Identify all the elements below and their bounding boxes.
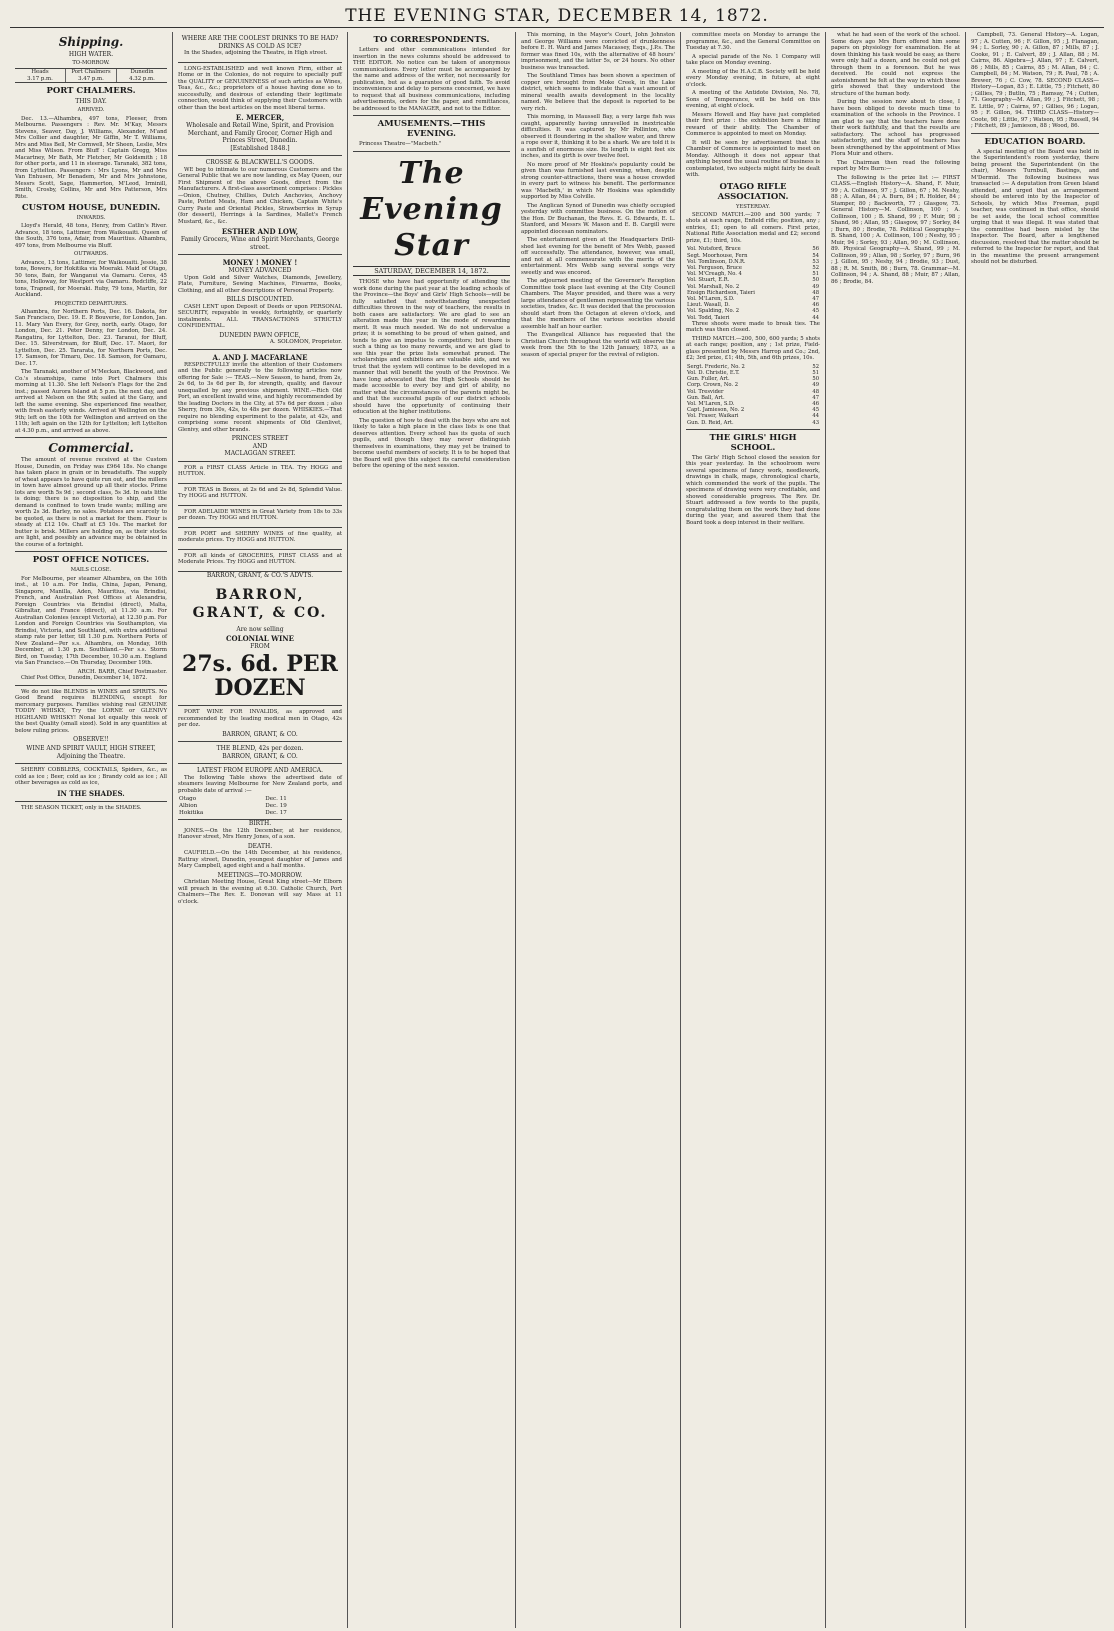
shooter-total: 52 [812,363,819,370]
inwards-label: INWARDS. [76,215,106,222]
tide-cell [15,69,66,82]
correspondents-heading: TO CORRESPONDENTS. [373,35,490,45]
shooter-name: Vol. Marshall, No. 2 [687,283,740,290]
shooter-name: Vol. Spalding, No. 2 [687,308,740,315]
news-paragraph: The Evangelical Alliance has requested that the Christian Church throughout the world will observe the week from the 5th to the 12th January, 1873, as a season of special prayer for the revival of religion. [521,332,675,358]
table-row [178,803,342,810]
birth-text: JONES.—On the 12th December, at her residence, Hanover street, Mrs Henry Jones, of a son. [178,827,342,841]
hutton-ad-text: FOR ADELAIDE WINES in Great Variety from 18s to 33s per dozen. Try HOGG and HUTTON. [178,508,342,521]
shooter-total: 44 [812,413,819,420]
post-text: For Melbourne, per steamer Alhambra, on the 16th inst., at 10 a.m. For India, China, Japan, Penang, Singapore, Manilla, Aden, Mauritius, via Brindisi, French, and Australian Post Offices at Alexandria, Foreign Countries via Brindisi (direct), Malta, Gibraltar, and France (direct), at 11.30 a.m. For Australian Colonies (except Victoria), at 12.30 p.m. For London and Foreign Countries via Southampton, via Brindisi, Victoria, and Southland, with extra additional stamp rate per letter, till 1.30 p.m. Northern Ports of New Zealand—Per s.s. Alhambra, on Monday, 16th December, at 1.30 p.m. Southland.—Per s.s. Storm Bird, on Tuesday, 17th December, 10.30 a.m. England via San Francisco.—On Thursday, December 19th. [15,575,167,667]
tomorrow-label: TO-MORROW. [72,60,110,66]
shipping-heading: Shipping. [58,35,124,49]
table-row [686,420,820,426]
pawn-signature: A. SOLOMON, Proprietor. [269,339,342,345]
latest-heading: LATEST FROM EUROPE AND AMERICA. [196,767,324,774]
coolest-drinks-ad [178,32,342,63]
port-wine-ad [178,706,342,742]
crosse-heading: CROSSE & BLACKWELL'S GOODS. [205,159,315,166]
divider [353,115,510,116]
shooter-name: Gun. Fuller, Art. [687,376,730,383]
table-row [178,796,342,803]
colonial-wine: COLONIAL WINE [225,633,295,643]
bills-heading: BILLS DISCOUNTED. [226,296,294,303]
column-1 [10,32,173,1628]
shooter-total: 53 [812,258,819,265]
shooter-total: 47 [812,394,819,401]
news-paragraph: A special parade of the No. 1 Company will take place on Monday evening. [686,53,820,66]
columns [10,32,1104,1628]
this-day-label: THIS DAY. [75,98,107,106]
mails-close-label: MAILS CLOSE. [70,567,112,574]
blend-text: THE BLEND, 42s per dozen. [216,745,304,752]
tide-time: 3.17 p.m. [27,75,53,82]
news-paragraph: It will be seen by advertisement that the Chamber of Commerce is appointed to meet on Monday. Although it does not appear that anything beyond the usual routine of business is contemplated, two subjects might fairly be dealt with. [686,139,820,178]
hutton-ad [178,528,342,550]
princes-street: PRINCES STREET [231,435,289,442]
tide-time: 4.32 p.m. [129,75,155,82]
bgc-signature: BARRON, GRANT, & CO. [222,752,298,760]
score-table [686,364,820,426]
third-match-text: THIRD MATCH.—200, 500, 600 yards; 5 shots at each range; position, any ; 1st prize, Field-glass presented by Messrs Harrop and Co.; 2nd, £2; 3rd prize, £1; 4th, 5th, and 6th prizes, 10s. [686,335,820,362]
hutton-ad-text: FOR TEAS in Boxes, at 2s 6d and 2s 8d, Splendid Value. Try HOGG and HUTTON. [178,486,342,499]
shooter-name: Ensign Richardson, Taieri [687,289,755,296]
steamer-date: Dec. 11 [265,796,287,802]
pawn-office-ad [178,255,342,350]
shooter-name: Vol. Ferguson, Bruce [687,264,742,271]
tide-place: Heads [31,69,49,76]
hutton-ad [178,550,342,572]
divider [15,763,167,764]
shooter-name: Vol. M'Laren, S.D. [687,295,735,302]
shooter-total: 46 [812,400,819,407]
news-paragraph: The Anglican Synod of Dunedin was chiefly occupied yesterday with committee business. On the motion of the Hon. Dr Buchanan, the Revs. E. G. Edwards, E. L. Stanford, and Messrs W. Mason and E. B. Cargill were appointed diocesan nominators. [521,202,675,235]
money-text: Upon Gold and Silver Watches, Diamonds, Jewellery, Plate, Furniture, Sewing Machines, Firearms, Books, Clothing, and all other descriptions of Personal Property. [178,274,342,294]
shooter-total: 51 [812,271,819,278]
shooter-total: 54 [812,252,819,259]
yesterday-label: YESTERDAY. [735,203,770,210]
shooter-name: Vol. Nutsford, Bruce [687,246,741,253]
pawn-office-name: DUNEDIN PAWN OFFICE, [219,331,301,339]
commercial-text: The amount of revenue received at the Custom House, Dunedin, on Friday was £964 18s. No change has taken place in grain or in breadstuffs. The supply of wheat appears to have quite run out, and the millers in town have almost ground up all their stocks. Prime lots are worth 5s 9d ; second class, 5s 3d. In oats little is doing; there is no disposition to ship, and the demand is confined to town trade wants; milling are worth 2s 3d. Barley, no sales. Potatoes are scarcely to be quoted, as there is not a market for them. Flour is steady at £12 10s. Chaff at £5 10s. The market for butter is brisk. Millers are holding on, as their stocks are light, and possibly an advance may be obtained in the course of a fortnight. [15,457,167,548]
table-row [178,810,342,817]
high-water-heading: HIGH WATER. [68,51,114,58]
news-paragraph: Messrs Howell and Hay have just completed their first prize : the exhibition here a fitting reward of their ability. The Chamber of Commerce is appointed to meet on Monday. [686,111,820,137]
shooter-total: 50 [812,277,819,284]
shooter-total: 50 [812,376,819,383]
and-label: AND [252,442,268,450]
news-paragraph: This morning, in the Mayor's Court, John Johnston and George Williams were convicted of drunkenness before E. H. Ward and James Macassey, Esqs., J.P.s. The former was fined 10s, with the alternative of 48 hours' imprisonment, and the latter 5s, or 24 hours. No other business was transacted. [521,32,675,71]
girls-high-text: The Girls' High School closed the session for this year yesterday. In the schoolroom were several specimens of fancy work, needlework, drawings in chalk, maps, chronological charts, which commended the work of the pupils. The specimens of drawing were very creditable, and showed considerable progress. The Rev. Dr. Stuart addressed a few words to the pupils, congratulating them on the work they had done during the year, and assured them that the Board took a deep interest in their welfare. [686,454,820,526]
education-board-text: A special meeting of the Board was held in the Superintendent's room yesterday, there being present the Superintendent (in the chair), Messrs Turnbull, Bastings, and M'Dermid. The following business was transacted :— A deputation from Green Island attended, and urged that an arrangement should be entered into by the Inspector of Schools, by which Miss Freeman, pupil teacher, was continued in that office, should be set aside, the local school committee urging that it was illegal. It was stated that the committee had been misled by the Inspector. The Board, after a lengthened discussion, resolved that the matter should be referred to the Inspector for report, and that in the meantime the present arrangement should not be disturbed. [971,148,1099,265]
birth-heading: BIRTH. [248,820,272,828]
coolest-question: WHERE ARE THE COOLEST DRINKS TO BE HAD? [181,35,339,42]
coolest-answer: DRINKS AS COLD AS ICE? [218,42,302,50]
amusements-heading: AMUSEMENTS.—THIS EVENING. [377,119,486,139]
tide-place: Dunedin [130,69,154,76]
divider [15,437,167,438]
hutton-ad [178,506,342,528]
leader-text: THOSE who have had opportunity of attending the work done during the past year at the leading schools of the Province—the Boys' and Girls' High Schools—will be fully satisfied that notwithstanding unexpected difficulties thrown in the way of teachers, the results in both cases are satisfactory. We are glad to see an alteration made this year in the mode of rewarding merit. It was much needed. We do not undervalue a prize; it is something to be proud of when gained, and tends to give an impetus to competitors; but there is such a thing as too many rewards, and we are glad to see this year the prize lists somewhat pruned. The scholarships and exhibitions are valuable aids, and we trust that the system will continue to be developed in a manner that will benefit the youth of the Province. We have long advocated that the High Schools should be made accessible to every boy and girl of ability, no matter what the circumstances of the parents might be, and that the successful pupils of our district schools should have the opportunity of continuing their education at the higher institutions. [353,279,510,415]
shooter-name: Vol. Tresvider [687,388,724,395]
tide-time: 3.47 p.m. [78,75,104,82]
dateline: SATURDAY, DECEMBER 14, 1872. [353,266,510,277]
observe-label: OBSERVE!! [73,736,109,744]
steamer-date: Dec. 17 [265,809,287,816]
barron-grant-name: BARRON, GRANT, & CO. [192,587,328,621]
death-heading: DEATH. [247,842,273,850]
meetings-text: Christian Meeting House, Great King street—Mr Elborn will preach in the evening at 6.30. Catholic Church, Port Chalmers—The Rev. E. Donovan will say Mass at 11 o'clock. [178,879,342,905]
money-advanced: MONEY ADVANCED [228,267,292,274]
shooter-total: 49 [812,283,819,290]
news-paragraph: This morning, in Maussell Bay, a very large fish was caught, apparently having unravelled in inextricable difficulties. It was captured by Mr Pollinton, who observed it floundering in the shallow water, and threw a rope over it, thinking it to be a shark. We are told it is a sunfish of enormous size. Its length is eight feet six inches, and its girth is over twelve feet. [521,114,675,159]
shooter-name: Capt. Jamieson, No. 2 [687,407,745,414]
education-board-heading: EDUCATION BOARD. [984,136,1086,147]
in-the-shades: IN THE SHADES. [57,788,125,798]
shooter-total: 45 [812,308,819,315]
correspondents-text: Letters and other communications intended for insertion in the news columns should be addressed to THE EDITOR. No notice can be taken of anonymous communications. Every letter must be accompanied by the name and address of the writer, not necessarily for publication, but as a guarantee of good faith. To avoid inconvenience and delay to persons concerned, we have to request that all business communications, including advertisements, orders for the paper, and remittances, be addressed to the MANAGER, and not to the Editor. [353,47,510,112]
shooter-total: 47 [812,295,819,302]
shooter-total: 44 [812,314,819,321]
mercer-name: E. MERCER, [235,113,285,122]
inwards-text: Lloyd's Herald, 48 tons, Henry, from Catlin's River. Advance, 18 tons, Lattimer, from Waikouaiti. Queen of the South, 376 tons, Adair, from Mauritius. Alhambra, 497 tons, from Melbourne via Bluff. [15,223,167,249]
shooter-total: 52 [812,264,819,271]
mercer-text: LONG-ESTABLISHED and well known Firm, either at Home or in the Colonies, do not require to specially puff the QUALITY or GENUINENESS of such articles as Wines, Teas, &c., &c.; proprietors of a house having done so to successfully, and desirous of extending their legitimate connection, would think of supplying their Customers with other than the best articles on the most liberal terms. [178,65,342,111]
crosse-blackwell-ad [178,156,342,255]
prize-list: Campbell, 73. General History—A. Logan, 97 ; A. Cutten, 96 ; F. Gillon, 95 ; J. Flanagan, 94 ; L. Sorley, 90 ; A. Gillon, 87 ; Mills, 87 ; J. Cooke, 91 ; E. Calvert, 89 ; J. Allan, 88 ; M. Cairns, 86. Algebra—J. Allan, 97 ; E. Calvert, 86 ; Mills, 85 ; Cairns, 85 ; M. Allan, 84 ; C. Campbell, 84 ; M. Watson, 79 ; R. Paul, 78 ; A. Brewer, 76 ; C. Cow, 78. SECOND CLASS—History—Logan, 83 ; E. Little, 75 ; Fitchett, 80 ; Gillies, 79 ; Butlin, 75 ; Ramsay, 74 ; Cutten, 71. Geography—M. Allan, 99 ; J. Fitchett, 98 ; E. Little, 97 ; Cairns, 97 ; Gillies, 96 ; Logan, 95 ; F. Gillon, 94. THIRD CLASS—History—Coote, 98 ; Little, 97 ; Watson, 95 ; Russell, 94 ; Fitchett, 89 ; Jamieson, 88 ; Wood, 86. [971,32,1099,129]
news-paragraph: During the session now about to close, I have been obliged to devote much time to examination of the schools in the Province. I am glad to say that the teachers have done their work faithfully, and that the results are satisfactory. The school has progressed satisfactorily, and the staff of teachers has been strengthened by the appointment of Miss Flora Muir and others. [831,99,960,157]
shipping-body: The Taranaki, another of M'Meckan, Blackwood, and Co.'s steamships, came into Port Chalmers this morning at 11.30. She left Nelson's Flags for the 2nd inst.; passed Aurora Island at 5 p.m. the next day, and arrived at Nelson on the 9th; sailed at the Gany, and left the same evening. She experienced fine weather, with fresh easterly winds. Arrived at Wellington on the 9th; left on the 10th for Wellington and arrived on the 11th; left again on the 12th for Lyttelton; left Lyttelton at 4.30 p.m., and arrived as above. [15,369,167,434]
divider [353,151,510,152]
projected-label: PROJECTED DEPARTURES. [54,300,128,307]
esther-low-name: ESTHER AND LOW, [221,227,299,236]
bills-text: CASH LENT upon Deposit of Deeds or upon PERSONAL SECURITY, repayable in weekly, fortnightly, or quarterly instalments. ALL TRANSACTIONS STRICTLY CONFIDENTIAL. [178,303,342,329]
post-office-heading: POST OFFICE NOTICES. [32,555,150,566]
now-selling: Are now selling [236,626,284,633]
news-paragraph: committee meets on Monday to arrange the programme, &c., and the General Committee on Tuesday at 7.30. [686,32,820,51]
outwards-label: OUTWARDS. [74,251,108,258]
divider [686,429,820,430]
shooter-name: Vol. Stuart, E.R. [687,277,730,284]
colonial-wine-ad [178,579,342,706]
steamer-date: Dec. 19 [265,802,287,809]
mercer-desc: Wholesale and Retail Wine, Spirit, and Provision Merchant, and Family Grocer, Corner High and Princes Street, Dunedin. [186,122,334,144]
tide-cell [117,69,167,82]
maclaggan-street: MACLAGGAN STREET. [224,450,296,457]
shooter-name: Vol. D. Christie, E.T. [687,369,740,376]
rifle-text: SECOND MATCH.—200 and 500 yards; 7 shots at each range, Enfield rifle; position, any ; entries, £1; open to all comers. First prize, National Rifle Association medal and £2; second prize, £1; third, 10s. [686,211,820,244]
shooter-total: 51 [812,369,819,376]
divider [15,685,167,686]
divider [15,801,167,802]
news-paragraph: what he had seen of the work of the school. Some days ago Mrs Burn offered him some papers on physiology for examination. He at down thinking his task would be easy, as there were only half a dozen, and he could not get through them in a forenoon. But he was deceived. He could not express the astonishment he felt at the way in which those girls showed that they understood the structure of the human body. [831,32,960,97]
latest-text: The following Table shows the advertised date of steamers leaving Melbourne for New Zealand ports, and probable date of arrival :— [178,774,342,794]
mercer-established: [Established 1848.] [230,144,290,152]
column-6 [826,32,966,1628]
tide-cell [66,69,117,82]
column-5 [681,32,826,1628]
news-paragraph: The Southland Times has been shown a specimen of copper ore brought from Moke Creek, in the Lake district, which seems to indicate that a vast amount of mineral wealth awaits development in the locality named. We believe that the deposit is reported to be very rich. [521,73,675,112]
crosse-text: WE beg to intimate to our numerous Customers and the General Public that we are now landing, ex May Queen, our First Shipment of the above Goods, direct from the Manufacturers. A first-class assortment comprises : Pickles—Onion, Chutney, Chillies, Dutch Anchovies, Anchovy Paste, Potted Meats, Ham and Chicken, Captain White's Curry Paste and Oriental Pickles, Strawberries in Syrup (for dessert), Herrings à la Sardines, Mallet's French Mustard, &c., &c. [178,166,342,225]
port-chalmers-heading: PORT CHALMERS. [46,86,136,97]
blends-ad: We do not like BLENDS in WINES and SPIRITS. No Good Brand requires BLENDING, except for mercenary purposes. Families wishing real GENUINE TODDY WHISKY, Try the LORNE or GLENIVY HIGHLAND WHISKY! Nonal lot equally this week of the best Quality (small sized). Sold in any quantities at below ruling prices. [15,688,167,734]
divider [15,551,167,552]
shooter-name: Vol. Tomlinson, D.N.R. [687,258,746,265]
latest-news-ad [178,764,342,820]
leader-text-2: The question of how to deal with the boys who are not likely to take a high place in the class lists is one that deserves attention. Every school has its quota of such pupils, and though they may never distinguish themselves in examinations, they may yet be trained to become useful members of society. It is to be hoped that the Board will give this subject its careful consideration before the opening of the next session. [353,417,510,469]
shooter-total: 46 [812,302,819,309]
barron-advts-heading: BARRON, GRANT, & CO.'S ADVTS. [206,571,314,579]
rifle-association-heading: OTAGO RIFLE ASSOCIATION. [717,181,789,202]
arrived-label: ARRIVED. [77,107,105,114]
prize-list: The following is the prize list :— FIRST CLASS.—English History—A. Shand, F. Muir, 99 ; A. Collinson, 97 ; J. Gillon, 67 ; M. Neshy, 88 ; A. Allan, 84 ; A. Burn, 84 ; R. Holder, 84 ; Stamper, 80 ; Backworth, 77 ; Glasgow, 75. General History—M. Collinson, 100 ; A. Collinson, 100 ; B. Shand, 99 ; F. Muir, 98 ; Shand, 96 ; Allan, 95 ; Glasgow, 97 ; Sorley, 84 ; Burn, 80 ; Brodie, 78. Political Geography—B. Shand, 100 ; A. Collinson, 100 ; Neshy, 95 ; Muir, 94 ; Sorley, 93 ; Allan, 90 ; M. Collinson, 89. Physical Geography—A. Shand, 99 ; M. Collinson, 99 ; Allan, 98 ; Sorley, 97 ; Burn, 96 ; J. Gillon, 95 ; Neshy, 94 ; Brodie, 93 ; Dust, 88 ; R. M. Smith, 86 ; Burn, 78. Grammar—M. Collinson, 94 ; A. Shand, 88 ; Muir, 87 ; Allan, 86 ; Brodie, 84. [831,174,960,285]
evening-star-logo: The Evening Star [360,155,503,263]
macfarlane-name: A. AND J. MACFARLANE [212,352,308,362]
sherry-ad: SHERRY COBBLERS, COCKTAILS, Spiders, &c., as cold as ice ; Beer, cold as ice ; Brandy cold as ice ; All other beverages as cold as ice, [15,767,167,787]
macfarlane-ad [178,350,342,462]
post-signature: ARCH. BARR, Chief Postmaster. [77,668,167,675]
commercial-heading: Commercial. [48,441,134,456]
news-paragraph: The adjourned meeting of the Governor's Reception Committee took place last evening at the City Council Chambers. The Mayor presided, and there was a very large attendance of gentlemen representing the various societies, trades, &c. It was decided that the procession should start from the Octagon at eleven o'clock, and that the members of the various societies should assemble half an hour earlier. [521,278,675,330]
shooter-name: Segt. Moorhouse, Fern [687,252,748,259]
hutton-ad-text: FOR PORT and SHERRY WINES of fine quality, at moderate prices. Try HOGG and HUTTON. [178,530,342,543]
column-2 [173,32,348,1628]
news-paragraph: The Chairman then read the following report by Mrs Burn:— [831,159,960,172]
news-paragraph: The entertainment given at the Headquarters Drill-shed last evening for the benefit of Mrs Webb, passed off successfully. The attendance, however, was small, and not at all commensurate with the merits of the entertainment. Mrs Webb sang several songs very sweetly and was encored. [521,237,675,276]
macfarlane-text: RESPECTFULLY invite the attention of their Customers and the Public generally to the following articles now offering for Sale :— TEAS.—New Season, to hand, from 2s, 2s 6d, to 3s 6d per lb, for strength, quality, and flavour unequalled by any previous shipment. WINE.—Rich Old Port, an excellent invalid wine, and highly recommended by the leading Doctors in the City, at 57s 6d per dozen ; also Sherry, from 30s, 42s, to 48s per dozen. WHISKIES.—That require no blending experiment to the palate, at 42s, and comprising some recent shipments of Old Glenlivet, Glenivy, and other brands. [178,361,342,433]
meetings-heading: MEETINGS—TO-MORROW. [217,871,303,879]
steamer-table [178,796,342,816]
tie-text: Three shoots were made to break ties. The match was then closed. [686,320,820,334]
shooter-total: 49 [812,382,819,389]
death-text: CAUFIELD.—On the 14th December, at his residence, Rattray street, Dunedin, youngest daughter of James and Mary Campbell, aged eight and a half months. [178,850,342,870]
from-label: FROM [250,642,270,650]
shooter-name: Vol. M'Creagh, No. 4 [687,271,742,278]
shooter-total: 48 [812,388,819,395]
hutton-ad-text: FOR all kinds of GROCERIES, FIRST CLASS and at Moderate Prices. Try HOGG and HUTTON. [178,552,342,565]
steamer-name: Albion [179,802,198,809]
divider [971,133,1099,134]
arrived-text: Dec. 13.—Alhambra, 497 tons, Fleeser, from Melbourne. Passengers : Rev. Mr. M'Kay, Messrs Stevens, Seaver, Day, J. Williams, Alexander, M'and Mrs Collier and daughter, Mr Giffin, Mr T. Williams, Mrs and Miss Bell, Mr Cornwell, Mr Sheen, Leslie, Mrs and Miss Wilson. From Bluff : Captain Gregg, Miss Macartney, Mr Bath, Mr Fletcher, Mr Goldsmith ; 18 for other ports, and 11 in steerage. Taranaki, 382 tons, from Lyttelton. Passengers : Mrs Lyons, Mr and Mrs Van Enhusen, Mr Benadem, Mr and Mrs Johnstone, Messrs Scott, Sage, Hammerton, M'Leod, Irminill, Smith, Crosby, Collins, Mr and Mrs Patterson, Mrs Rite. [15,115,167,200]
shooter-name: Sergt. Frederic, No. 2 [687,363,745,370]
shooter-name: Lieut. Wasall, D. [687,302,730,309]
column-7 [966,32,1104,1628]
hutton-ad [178,462,342,484]
shooter-name: Vol. Fraser, Waikari [687,413,739,420]
shooter-name: Gun. D. Reid, Art. [687,419,734,426]
steamer-name: Otago [179,796,197,802]
column-4 [516,32,681,1628]
news-paragraph: No more proof of Mr Hoskins's popularity could be given than was furnished last evening, when, despite strong counter-attractions, there was a house crowded in every part to witness his benefit. The performance was 'Macbeth,' in which Mr Hoskins was splendidly supported by Miss Colville. [521,161,675,200]
wine-vault-ad: WINE AND SPIRIT VAULT, HIGH STREET, Adjoining the Theatre. [26,745,156,760]
hutton-ad-text: FOR a FIRST CLASS Article in TEA. Try HOGG and HUTTON. [178,464,342,477]
coolest-address: In the Shades, adjoining the Theatre, in High street. [184,50,328,56]
port-wine-text: PORT WINE FOR INVALIDS, as approved and recommended by the leading medical men in Otago, 42s per doz. [178,709,342,728]
bgc-signature: BARRON, GRANT, & CO. [222,730,298,738]
news-paragraph: A meeting of the Antidote Division, No. 78, Sons of Temperance, will be held on this evening, at eight o'clock. [686,90,820,109]
score-table [686,246,820,320]
money-heading: MONEY ! MONEY ! [222,258,298,267]
steamer-name: Hokitika [179,809,204,816]
column-3 [348,32,516,1628]
shooter-total: 56 [812,246,819,253]
masthead: THE EVENING STAR, DECEMBER 14, 1872. [10,6,1104,28]
shooter-total: 43 [812,419,819,426]
outwards-text: Advance, 13 tons, Lattimer, for Waikouaiti. Jessie, 38 tons, Bowers, for Hokitika via Moeraki. Maid of Otago, 50 tons, Bain, for Wanganui via Oamaru. Ceres, 45 tons, Holloway, for Westport via Oamaru. Redcliffe, 22 tons, Trapnell, for Moeraki. Ruby, 79 tons, Martin, for Auckland. [15,259,167,299]
tide-table [15,68,167,83]
amusements-text: Princess Theatre—"Macbeth." [359,141,442,147]
blend-ad [178,742,342,764]
post-date: Chief Post Office, Dunedin, December 14, 1872. [21,675,148,682]
hutton-ad [178,484,342,506]
wine-price: 27s. 6d. PER DOZEN [182,651,338,701]
shooter-name: Corp. Crown, No. 2 [687,382,739,389]
shooter-name: Vol. Todd, Taieri [687,314,730,321]
shooter-name: Vol. M'Laren, S.D. [687,400,735,407]
shooter-total: 48 [812,289,819,296]
shooter-total: 45 [812,407,819,414]
news-paragraph: A meeting of the H.A.C.B. Society will be held every Monday evening, in future, at eight o'clock. [686,68,820,88]
esther-low-desc: Family Grocers, Wine and Spirit Merchants, George street. [180,236,340,251]
tide-place: Port Chalmers [71,69,111,76]
season-ticket-ad: THE SEASON TICKET, only in the SHADES. [21,804,142,811]
mercer-ad [178,63,342,157]
shooter-name: Gun. Ball, Art. [687,394,725,401]
projected-text: Alhambra, for Northern Ports, Dec. 16. Dakota, for San Francisco, Dec. 19. E. P. Bouverie, for London, Jan. 11. Mary Van Every, for Grey, north, early. Otago, for London, Dec. 21. Peter Denny, for London, Dec. 24. Rangatira, for Lyttelton, Dec. 23. Taranui, for Bluff, Dec. 15. Silverstream, for Bluff, Dec. 17. Maori, for Lyttelton, Dec. 25. Tararata, for Northern Ports, Dec. 17. Samson, for Timaru, Dec. 18. Samson, for Oamaru, Dec. 17. [15,308,167,367]
girls-high-school-heading: THE GIRLS' HIGH SCHOOL. [709,432,797,453]
custom-house-heading: CUSTOM HOUSE, DUNEDIN. [21,203,161,214]
